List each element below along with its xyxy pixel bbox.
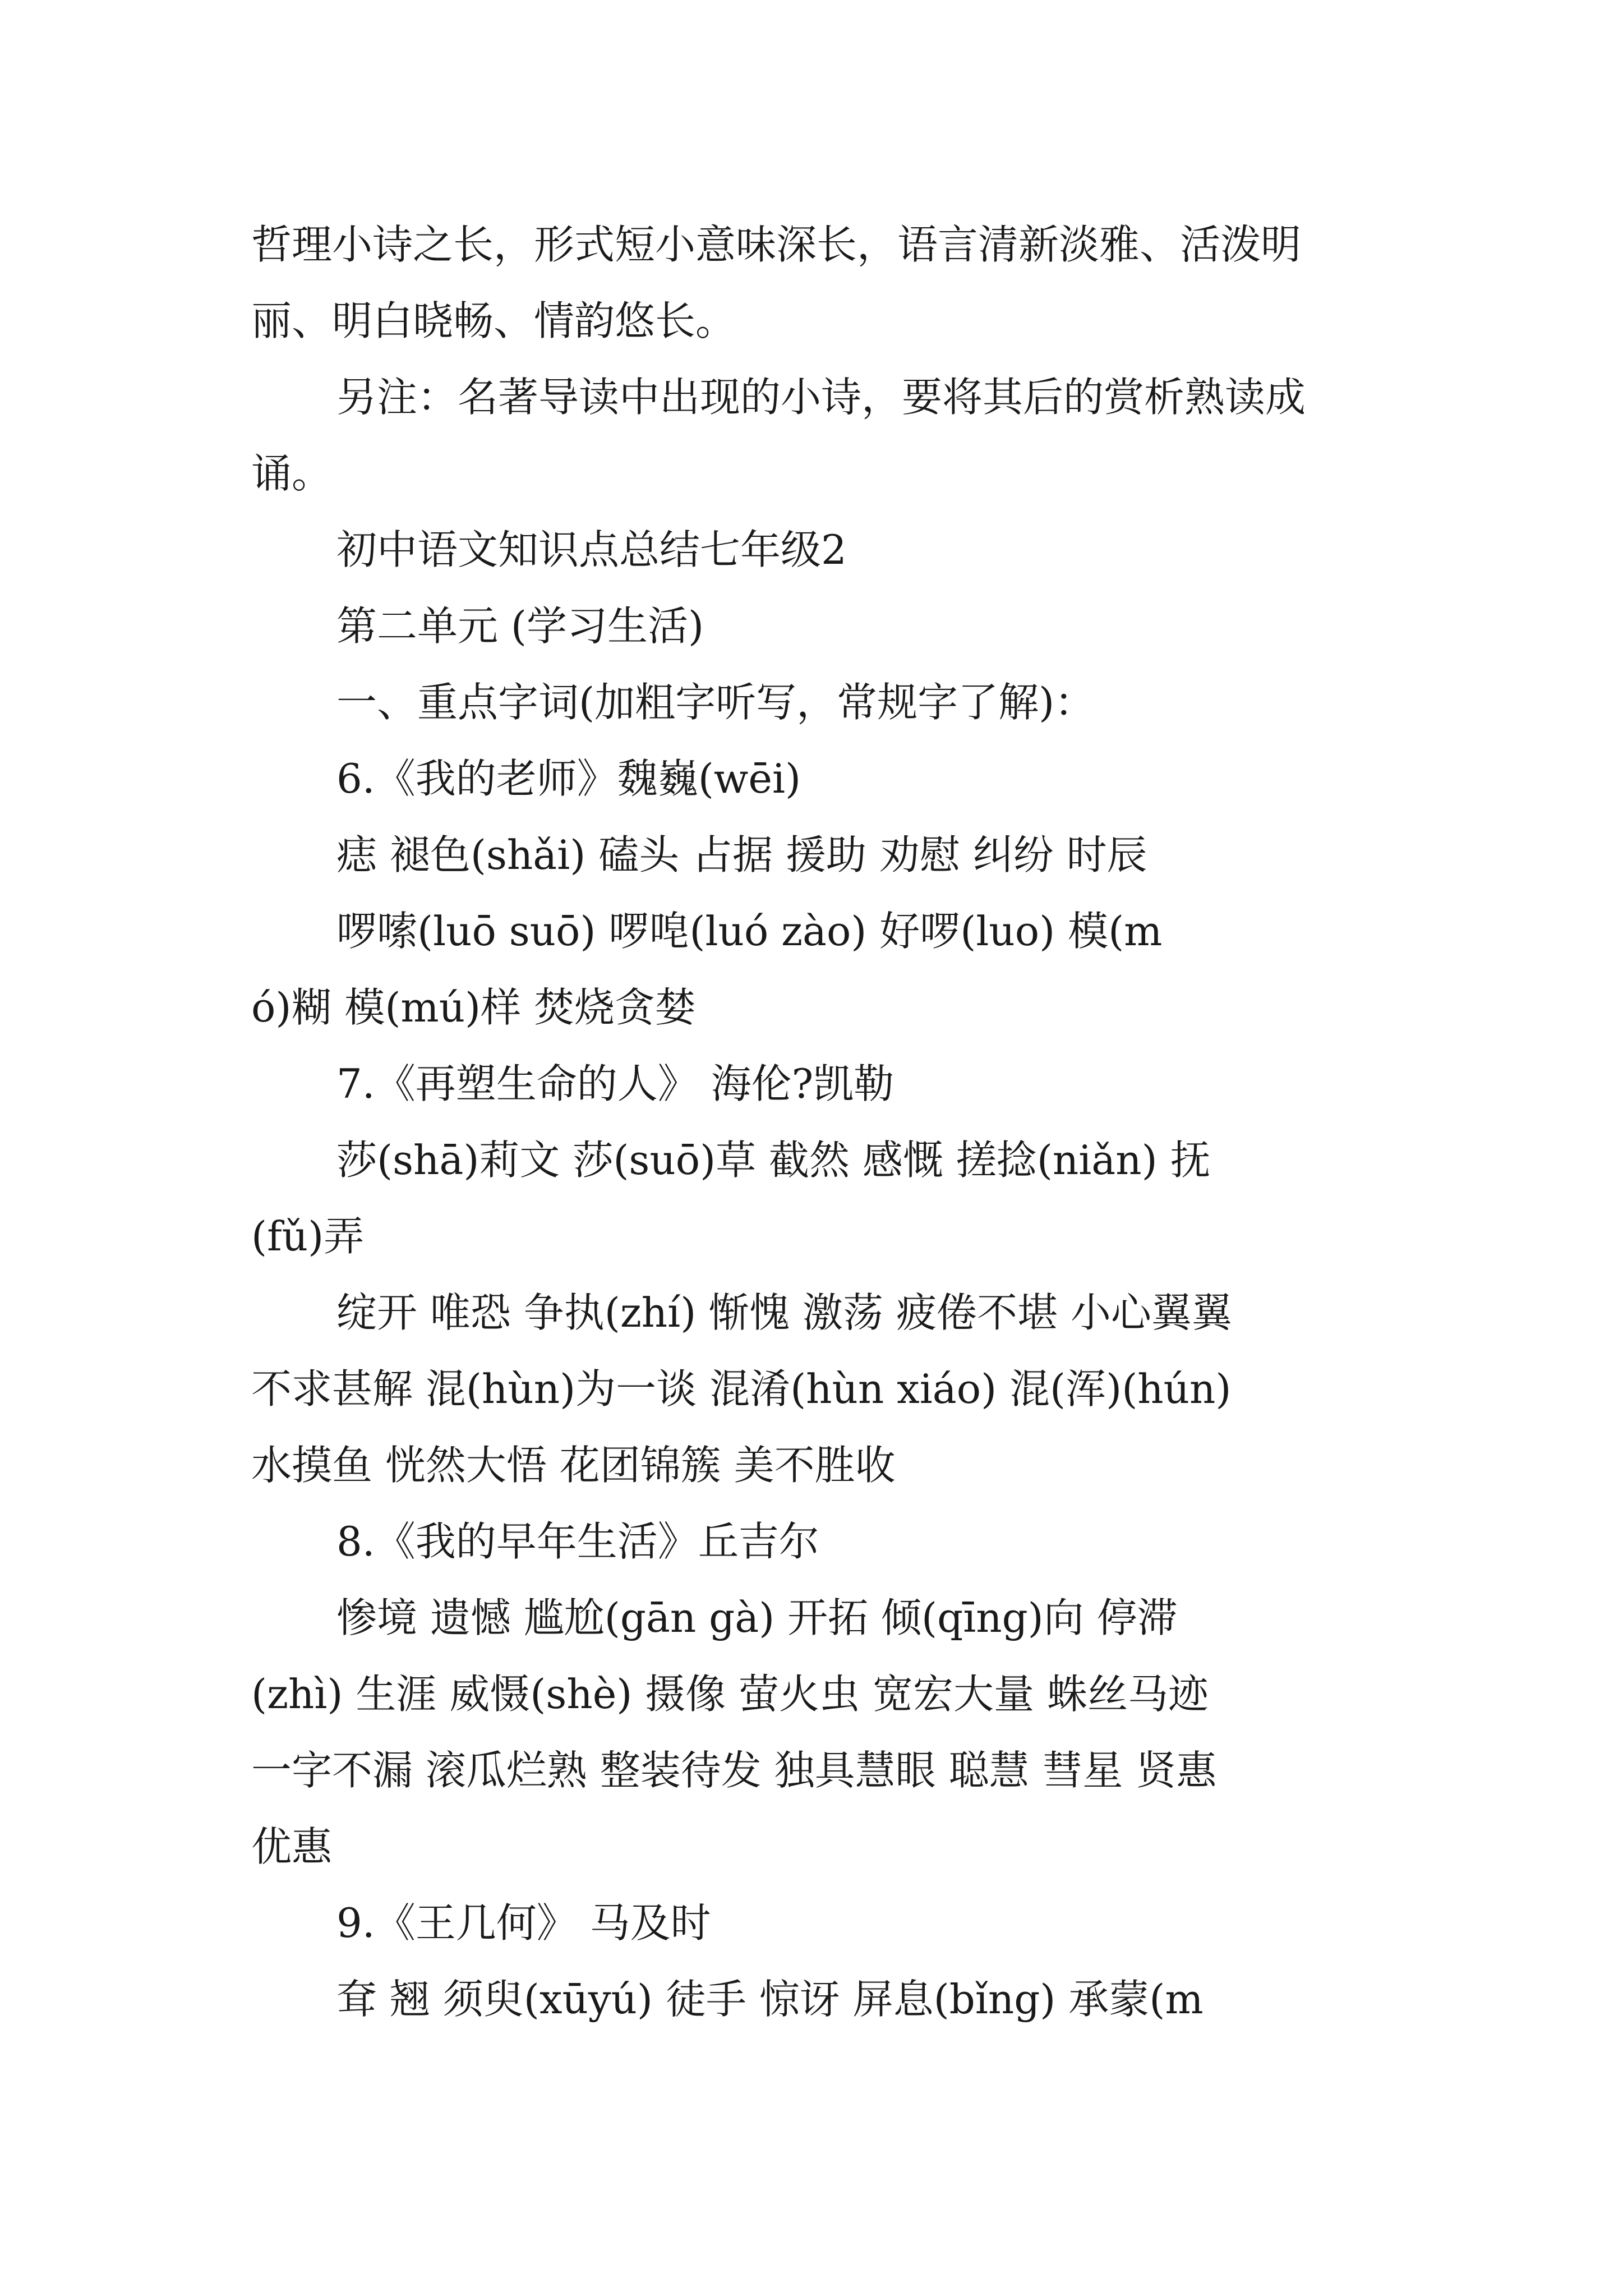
text-line: 绽开 唯恐 争执(zhí) 惭愧 激荡 疲倦不堪 小心翼翼: [336, 1289, 1232, 1336]
lesson-title: 6.《我的老师》魏巍(wēi): [336, 755, 801, 802]
text-line: (zhì) 生涯 威慑(shè) 摄像 萤火虫 宽宏大量 蛛丝马迹: [251, 1671, 1209, 1718]
text-line: ó)糊 模(mú)样 焚烧贪婪: [251, 984, 696, 1031]
text-line: 优惠: [251, 1823, 333, 1870]
text-line: 另注：名著导读中出现的小诗，要将其后的赏析熟读成: [336, 374, 1306, 421]
text-line: 水摸鱼 恍然大悟 花团锦簇 美不胜收: [251, 1442, 896, 1489]
section-title: 初中语文知识点总结七年级2: [336, 526, 847, 573]
text-line: 诵。: [251, 450, 333, 497]
unit-heading: 第二单元 (学习生活): [336, 602, 704, 650]
text-line: 丽、明白晓畅、情韵悠长。: [251, 297, 736, 344]
lesson-title: 9.《王几何》 马及时: [336, 1899, 711, 1947]
text-line: 惨境 遗憾 尴尬(gān gà) 开拓 倾(qīng)向 停滞: [336, 1594, 1178, 1641]
text-line: (fǔ)弄: [251, 1213, 365, 1260]
text-line: 莎(shā)莉文 莎(suō)草 截然 感慨 搓捻(niǎn) 抚: [336, 1137, 1211, 1184]
text-line: 一字不漏 滚瓜烂熟 整装待发 独具慧眼 聪慧 彗星 贤惠: [251, 1747, 1217, 1794]
subsection-heading: 一、重点字词(加粗字听写，常规字了解)：: [336, 679, 1095, 726]
text-line: 耷 翘 须臾(xūyú) 徒手 惊讶 屏息(bǐng) 承蒙(m: [336, 1976, 1204, 2023]
text-line: 啰嗦(luō suō) 啰唣(luó zào) 好啰(luo) 模(m: [336, 908, 1163, 955]
text-line: 不求甚解 混(hùn)为一谈 混淆(hùn xiáo) 混(浑)(hún): [251, 1365, 1232, 1412]
text-line: 哲理小诗之长，形式短小意味深长，语言清新淡雅、活泼明: [251, 221, 1302, 268]
lesson-title: 8.《我的早年生活》丘吉尔: [336, 1518, 819, 1565]
text-line: 痣 褪色(shǎi) 磕头 占据 援助 劝慰 纠纷 时辰: [336, 831, 1147, 878]
lesson-title: 7.《再塑生命的人》 海伦?凯勒: [336, 1060, 895, 1107]
